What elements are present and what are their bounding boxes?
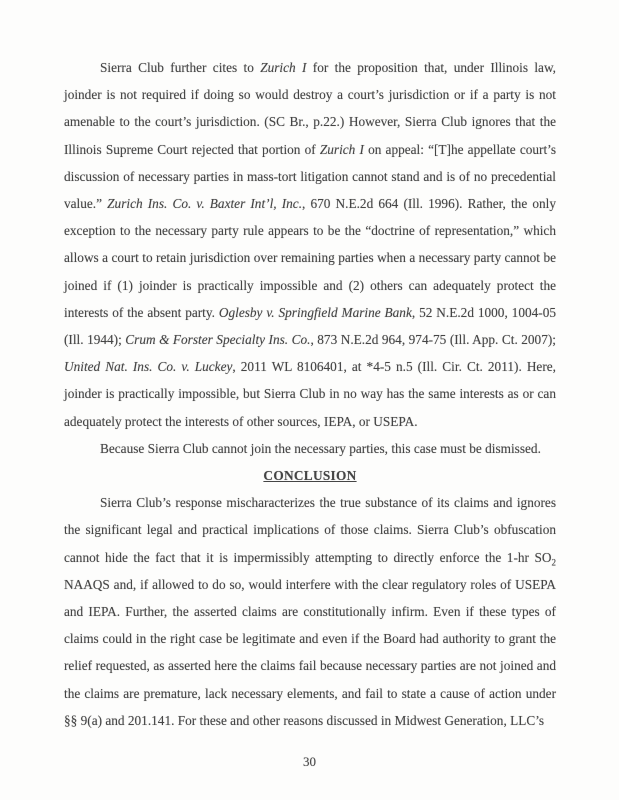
paragraph-joinder-argument: Sierra Club further cites to Zurich I for the proposition that, under Illinois law, joinder is not required if doing so would destroy a court’s jurisdiction or if a party is not amenable to the court’s jurisdiction. (SC Br., p.22.) However, Sierra Club ignores that the Illinois Supreme Court rejected that portion of Zurich I on appeal: “[T]he appellate court’s discussion of necessary parties in mass-tort litigation cannot stand and is of no precedential value.” Zurich Ins. Co. v. Baxter Int’l, Inc., 670 N.E.2d 664 (Ill. 1996). Rather, the only exception to the necessary party rule appears to be the “doctrine of representation,” which allows a court to retain jurisdiction over remaining parties when a necessary party cannot be joined if (1) joinder is practically impossible and (2) others can adequately protect the interests of the absent party. Oglesby v. Springfield Marine Bank, 52 N.E.2d 1000, 1004-05 (Ill. 1944); Crum & Forster Specialty Ins. Co., 873 N.E.2d 964, 974-75 (Ill. App. Ct. 2007); United Nat. Ins. Co. v. Luckey, 2011 WL 8106401, at *4-5 n.5 (Ill. Cir. Ct. 2011). Here, joinder is practically impossible, but Sierra Club in no way has the same interests as or can adequately protect the interests of other sources, IEPA, or USEPA. xyxy=(64,60,557,429)
paragraph-dismissal: Because Sierra Club cannot join the necessary parties, this case must be dismissed. xyxy=(100,440,541,456)
page-number: 30 xyxy=(303,754,316,769)
document-body xyxy=(64,54,556,734)
conclusion-heading: CONCLUSION xyxy=(263,468,357,484)
paragraph-conclusion: Sierra Club’s response mischaracterizes the true substance of its claims and ignores the significant legal and practical implications of those claims. Sierra Club’s obfuscation cannot hide the fact that it is impermissibly attempting to directly enforce the 1-hr $SO_2$ NAAQS and, if allowed to do so, would interfere with the clear regulatory roles of USEPA and IEPA. Further, the asserted claims are constitutionally infirm. Even if these types of claims could in the right case be legitimate and even if the Board had authority to grant the relief requested, as asserted here the claims fail because necessary parties are not joined and the claims are premature, lack necessary elements, and fail to state a cause of action under §§ 9(a) and 201.141. For these and other reasons discussed in Midwest Generation, LLC’s xyxy=(64,495,556,728)
